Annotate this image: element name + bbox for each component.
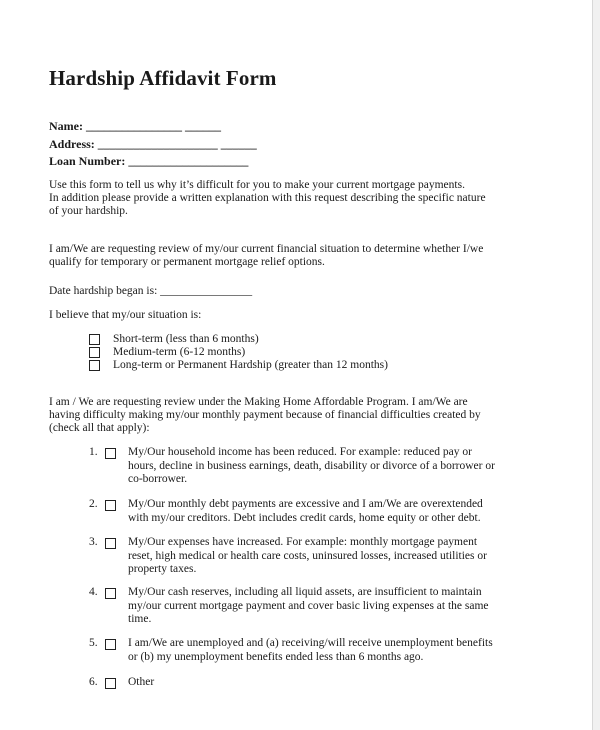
reason-number: 1.: [89, 446, 98, 458]
checkbox[interactable]: [89, 360, 100, 371]
reason-text: [128, 586, 568, 627]
review-request-paragraph: [49, 243, 569, 269]
reason-line: property taxes.: [128, 563, 197, 575]
reason-number: 4.: [89, 586, 98, 598]
form-title: Hardship Affidavit Form: [49, 66, 277, 90]
reason-line: Other: [128, 676, 155, 688]
checkbox[interactable]: [105, 639, 116, 650]
reason-text: [128, 536, 568, 577]
checkbox[interactable]: [105, 588, 116, 599]
checkbox[interactable]: [105, 678, 116, 689]
hamp-line: having difficulty making my/our monthly payment because of financial difficulties created by: [49, 409, 481, 421]
reason-number: 5.: [89, 637, 98, 649]
hamp-line: (check all that apply):: [49, 422, 150, 434]
review-line: qualify for temporary or permanent mortgage relief options.: [49, 256, 325, 268]
reason-line: time.: [128, 613, 152, 625]
reason-line: I am/We are unemployed and (a) receiving/will receive unemployment benefits: [128, 637, 493, 649]
date-hardship-text: Date hardship began is: ________________: [49, 285, 253, 297]
situation-option-long-term[interactable]: [89, 359, 388, 371]
reason-text: [128, 446, 568, 487]
reason-line: My/Our cash reserves, including all liquid assets, are insufficient to maintain: [128, 586, 482, 598]
option-label: Long-term or Permanent Hardship (greater than 12 months): [113, 359, 388, 371]
reason-text: [128, 637, 568, 664]
checkbox[interactable]: [89, 347, 100, 358]
intro-paragraph: [49, 179, 569, 218]
situation-option-short-term[interactable]: [89, 333, 259, 345]
reason-number: 6.: [89, 676, 98, 688]
intro-line: of your hardship.: [49, 205, 128, 217]
name-field: Name: ________________ ______: [49, 119, 221, 133]
checkbox[interactable]: [105, 500, 116, 511]
reason-line: co-borrower.: [128, 473, 188, 485]
reason-line: My/Our expenses have increased. For example: monthly mortgage payment: [128, 536, 478, 548]
reason-line: reset, high medical or health care costs, uninsured losses, increased utilities or: [128, 549, 487, 562]
review-line: I am/We are requesting review of my/our current financial situation to determine whether I/we: [49, 243, 484, 255]
situation-option-medium-term[interactable]: [89, 346, 245, 358]
reason-line: My/Our household income has been reduced. For example: reduced pay or: [128, 446, 472, 458]
address-field: Address: ____________________ ______: [49, 137, 257, 151]
reason-line: my/our current mortgage payment and cover basic living expenses at the same: [128, 599, 489, 612]
reason-text: [128, 498, 568, 525]
situation-prompt: [49, 309, 569, 322]
intro-line: In addition please provide a written explanation with this request describing the specific nature: [49, 192, 486, 204]
date-hardship-line: [49, 285, 569, 298]
situation-prompt-text: I believe that my/our situation is:: [49, 309, 202, 321]
option-label: Medium-term (6-12 months): [113, 346, 246, 358]
reason-line: hours, decline in business earnings, death, disability or divorce of a borrower or: [128, 459, 495, 472]
checkbox[interactable]: [105, 538, 116, 549]
loan-number-field: Loan Number: ____________________: [49, 154, 249, 168]
intro-line: Use this form to tell us why it’s difficult for you to make your current mortgage payments.: [49, 179, 465, 191]
reason-line: My/Our monthly debt payments are excessive and I am/We are overextended: [128, 498, 483, 510]
reason-number: 2.: [89, 498, 98, 510]
hamp-line: I am / We are requesting review under the Making Home Affordable Program. I am/We are: [49, 396, 468, 408]
checkbox[interactable]: [89, 334, 100, 345]
reason-line: with my/our creditors. Debt includes credit cards, home equity or other debt.: [128, 511, 481, 524]
reason-line: or (b) my unemployment benefits ended less than 6 months ago.: [128, 650, 424, 663]
reason-number: 3.: [89, 536, 98, 548]
hamp-paragraph: [49, 396, 569, 435]
option-label: Short-term (less than 6 months): [113, 333, 259, 345]
checkbox[interactable]: [105, 448, 116, 459]
reason-text: [128, 676, 568, 690]
